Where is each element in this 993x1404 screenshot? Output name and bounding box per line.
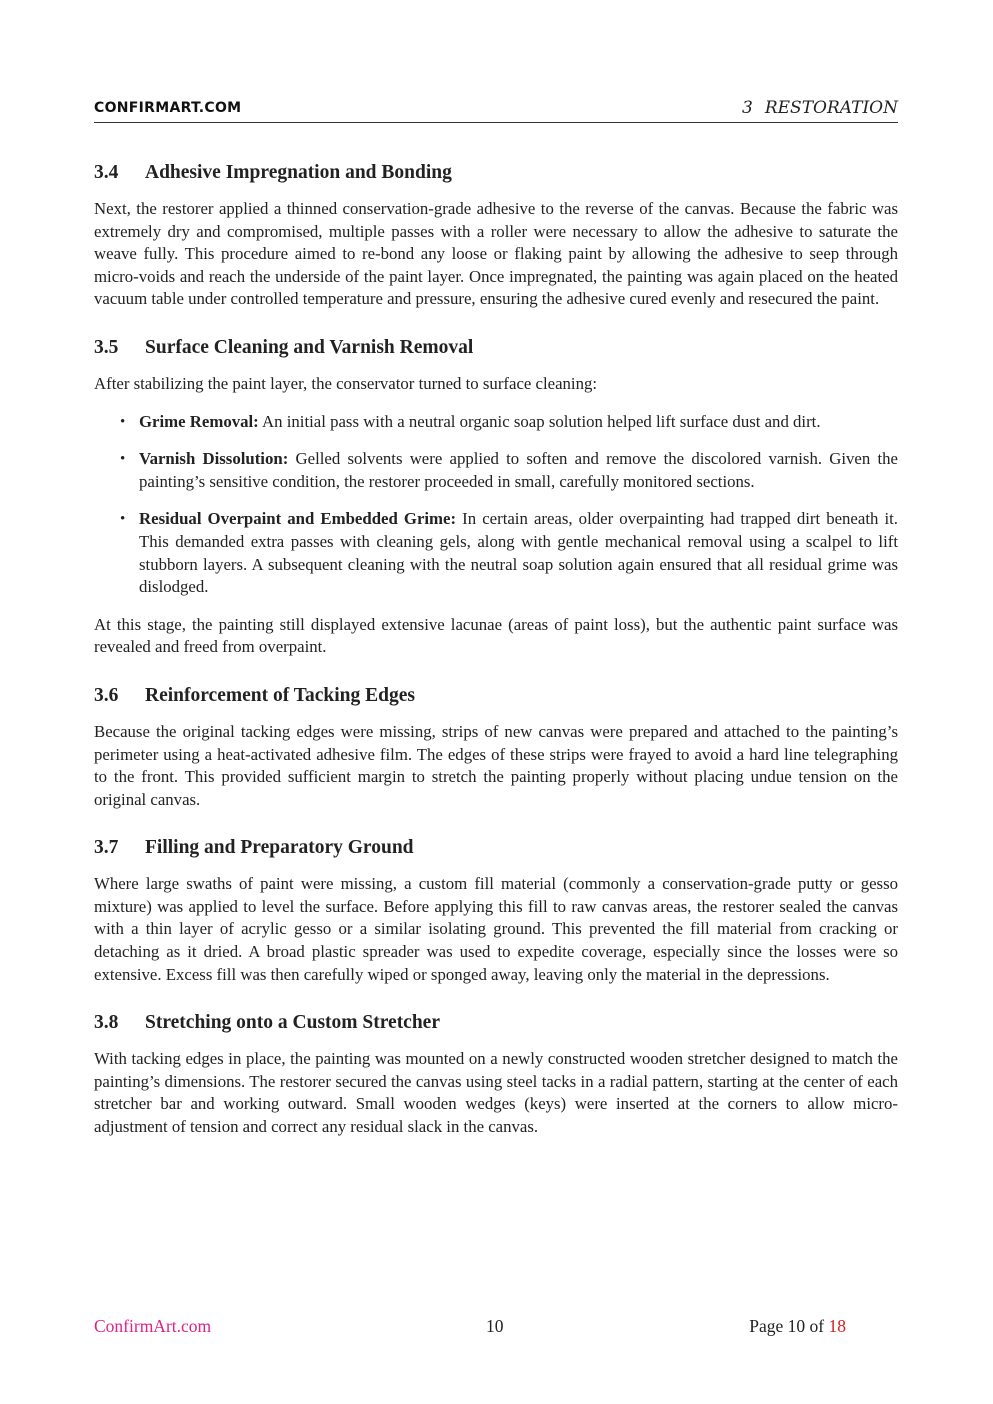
list-item-term: Varnish Dissolution: — [139, 449, 289, 469]
section-title: Surface Cleaning and Varnish Removal — [145, 336, 474, 358]
section-heading — [94, 160, 898, 186]
page-header — [94, 96, 898, 123]
footer-site-link[interactable]: ConfirmArt.com — [94, 1316, 212, 1336]
list-item-term: Residual Overpaint and Embedded Grime: — [139, 509, 457, 529]
section-number: 3.5 — [94, 336, 119, 358]
footer-page-of — [749, 1316, 846, 1337]
section-3-5 — [94, 335, 898, 659]
section-number: 3.7 — [94, 837, 119, 859]
paragraph: Because the original tacking edges were missing, strips of new canvas were prepared and attached to the painting’s perimeter using a heat-activated adhesive film. The edges of these strips were frayed to avoid a hard line telegraphing to the front. This provided sufficient margin to stretch the painting properly without placing undue tension on the original canvas. — [94, 721, 898, 809]
running-head-number: 3 — [742, 98, 753, 118]
section-heading — [94, 835, 898, 861]
paragraph: Next, the restorer applied a thinned conservation-grade adhesive to the reverse of the canvas. Because the fabric was extremely dry and compromised, multiple passes with a roller were necessary to allow the adhesive to saturate the weave fully. This procedure aimed to re-bond any loose or flaking paint by allowing the adhesive to seep through micro-voids and reach the underside of the paint layer. Once impregnated, the painting was again placed on the heated vacuum table under controlled temperature and pressure, ensuring the adhesive cured evenly and resecured the paint. — [94, 199, 898, 309]
list-item-text: In certain areas, older overpainting had trapped dirt beneath it. This demanded extra passes with cleaning gels, along with gentle mechanical removal using a scalpel to lift stubborn layers. A subsequent cleaning with the neutral soap solution again ensured that all residual grime was dislodged. — [139, 509, 898, 597]
section-title: Reinforcement of Tacking Edges — [145, 684, 415, 706]
section-number: 3.6 — [94, 684, 119, 706]
footer-page-total-link[interactable]: 18 — [828, 1316, 846, 1336]
section-heading — [94, 1010, 898, 1036]
section-number: 3.4 — [94, 162, 119, 183]
section-title: Stretching onto a Custom Stretcher — [145, 1012, 440, 1034]
paragraph: With tacking edges in place, the painting was mounted on a newly constructed wooden stretcher designed to match the painting’s dimensions. The restorer secured the canvas using steel tacks in a radial pattern, starting at the center of each stretcher bar and working outward. Small wooden wedges (keys) were inserted at the corners to allow micro-adjustment of tension and correct any residual slack in the canvas. — [94, 1049, 898, 1137]
paragraph: Where large swaths of paint were missing, a custom fill material (commonly a conservation-grade putty or gesso mixture) was applied to level the surface. Before applying this fill to raw canvas areas, the restorer sealed the canvas with a thin layer of acrylic gesso or a similar isolating ground. This prevented the fill material from cracking or detaching as it dried. A broad plastic spreader was used to expedite coverage, especially since the losses were so extensive. Excess fill was then carefully wiped or sponged away, leaving only the material in the depressions. — [94, 874, 898, 984]
footer-page-prefix: Page 10 of — [749, 1316, 829, 1336]
page-footer — [94, 1316, 898, 1340]
section-number: 3.8 — [94, 1012, 119, 1034]
list-item — [94, 411, 898, 434]
main-content — [94, 160, 898, 1163]
list-item-term: Grime Removal: — [139, 411, 259, 431]
section-3-8 — [94, 1010, 898, 1138]
section-title: Filling and Preparatory Ground — [145, 837, 414, 859]
paragraph: After stabilizing the paint layer, the conservator turned to surface cleaning: — [94, 373, 598, 393]
section-heading — [94, 335, 898, 361]
running-head — [742, 98, 898, 118]
list-item-text: Gelled solvents were applied to soften and remove the discolored varnish. Given the painting’s sensitive condition, the restorer proceeded in small, carefully monitored sections. — [139, 449, 898, 491]
brand-logo: CONFIRMART.COM — [94, 100, 242, 116]
section-3-6 — [94, 683, 898, 811]
cleaning-steps-list — [94, 411, 898, 599]
running-head-title: RESTORATION — [764, 98, 898, 118]
list-item — [94, 448, 898, 493]
section-heading — [94, 683, 898, 709]
section-3-7 — [94, 835, 898, 986]
section-title: Adhesive Impregnation and Bonding — [145, 162, 452, 183]
list-item — [94, 508, 898, 598]
list-item-text: An initial pass with a neutral organic soap solution helped lift surface dust and dirt. — [262, 411, 821, 431]
footer-page-number: 10 — [486, 1316, 504, 1336]
section-3-4 — [94, 160, 898, 311]
paragraph: At this stage, the painting still displayed extensive lacunae (areas of paint loss), but the authentic paint surface was revealed and freed from overpaint. — [94, 614, 898, 657]
